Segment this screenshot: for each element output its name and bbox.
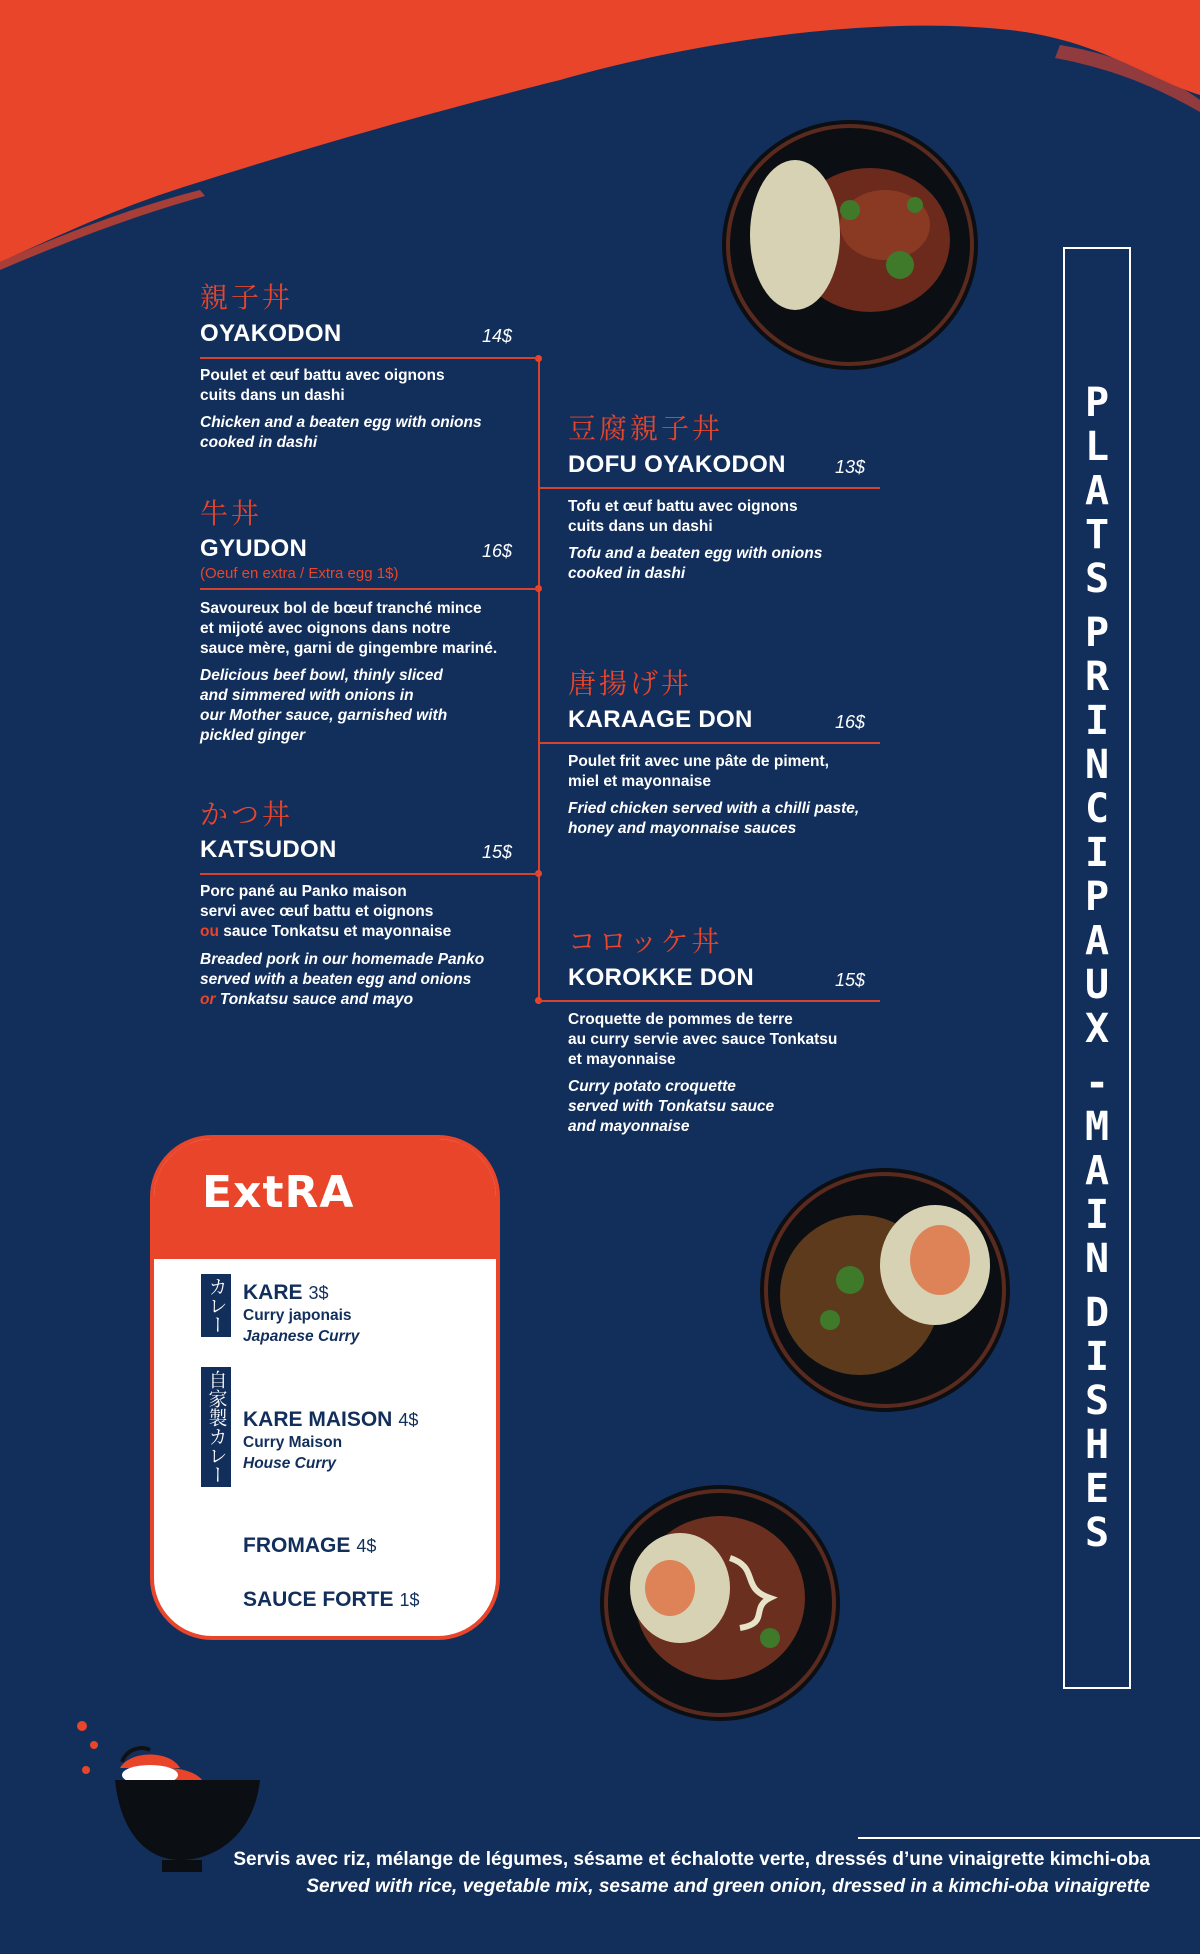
extra-jp-tag: 自家製カレー — [201, 1367, 231, 1487]
dish-desc-en: Curry potato croquette served with Tonkatsu sauce and mayonnaise — [568, 1078, 775, 1135]
title-letter: I — [1084, 1192, 1110, 1238]
dish-desc-en: Fried chicken served with a chilli paste, honey and mayonnaise sauces — [568, 800, 860, 837]
title-letter: N — [1084, 742, 1110, 788]
dish-desc-fr: Tofu et œuf battu avec oignons cuits dans un dashi — [568, 498, 798, 535]
title-letter: I — [1084, 698, 1110, 744]
dish-desc-en: Delicious beef bowl, thinly sliced and simmered with onions in our Mother sauce, garnished with pickled ginger — [200, 667, 448, 744]
title-letter: R — [1084, 654, 1110, 700]
title-letter: C — [1084, 786, 1110, 832]
food-bowl-image-2 — [740, 1160, 1040, 1420]
dish-desc-en: Tofu and a beaten egg with onions cooked in dashi — [568, 545, 823, 582]
dish-rule — [200, 357, 538, 359]
dish-desc-en: Chicken and a beaten egg with onions cooked in dashi — [200, 414, 482, 451]
title-letter: I — [1084, 1334, 1110, 1380]
dish-name: KATSUDON — [200, 836, 337, 863]
dish-name: KOROKKE DON — [568, 964, 754, 991]
dish-desc-fr: Poulet frit avec une pâte de piment, miel et mayonnaise — [568, 753, 829, 790]
title-letter: L — [1084, 424, 1110, 470]
dish-price: 16$ — [482, 541, 513, 561]
footer-text-fr: Servis avec riz, mélange de légumes, sésame et échalotte verte, dressés d’une vinaigrette kimchi-oba — [233, 1849, 1150, 1870]
dish-name: GYUDON — [200, 535, 308, 562]
title-letter: U — [1084, 962, 1110, 1008]
dish-rule — [200, 588, 538, 590]
dish-name: OYAKODON — [200, 320, 342, 347]
dish-jp-name: コロッケ丼 — [568, 925, 723, 958]
rice-bowl-icon — [70, 1710, 270, 1910]
title-letter: A — [1084, 1148, 1110, 1194]
dish-rule — [538, 1000, 880, 1002]
title-letter: S — [1084, 1378, 1110, 1424]
title-letter: A — [1084, 918, 1110, 964]
title-letter: H — [1084, 1422, 1110, 1468]
connector-line — [538, 358, 540, 1002]
extra-item-name: FROMAGE 4$ — [243, 1534, 377, 1557]
dish-desc-fr: Croquette de pommes de terre au curry servie avec sauce Tonkatsu et mayonnaise — [568, 1011, 838, 1068]
dish-name: KARAAGE DON — [568, 706, 753, 733]
dish-price: 16$ — [835, 712, 866, 732]
dish-rule — [538, 742, 880, 744]
extra-card — [150, 1135, 500, 1640]
title-letter: S — [1084, 1510, 1110, 1556]
title-letter: D — [1084, 1290, 1110, 1336]
extra-item-fr: Curry Maison — [243, 1434, 343, 1451]
extra-item-name: SAUCE FORTE 1$ — [243, 1588, 420, 1611]
title-letter: P — [1084, 610, 1110, 656]
dish-name: DOFU OYAKODON — [568, 451, 786, 478]
dish-price: 15$ — [835, 970, 866, 990]
title-letter: X — [1084, 1006, 1110, 1052]
dish-desc-en: Breaded pork in our homemade Panko served with a beaten egg and onions or Tonkatsu sauce and mayo — [200, 951, 485, 1008]
title-letter: E — [1084, 1466, 1110, 1512]
title-letter: - — [1084, 1060, 1110, 1106]
dish-desc-fr: Savoureux bol de bœuf tranché mince et mijoté avec oignons dans notre sauce mère, garni de gingembre mariné. — [200, 600, 498, 657]
extra-title: ExtRA — [154, 1139, 496, 1259]
dish-desc-fr: Porc pané au Panko maison servi avec œuf battu et oignons ou sauce Tonkatsu et mayonnaise — [200, 883, 452, 940]
dish-rule — [200, 873, 538, 875]
title-letter: T — [1084, 512, 1110, 558]
extra-item-en: House Curry — [243, 1455, 337, 1472]
dish-note: (Oeuf en extra / Extra egg 1$) — [200, 565, 399, 582]
dish-price: 15$ — [482, 842, 513, 862]
title-letter: S — [1084, 556, 1110, 602]
title-letter: A — [1084, 468, 1110, 514]
brush-stroke-decoration — [0, 0, 1200, 270]
dish-price: 14$ — [482, 326, 513, 346]
dish-jp-name: 親子丼 — [200, 281, 294, 314]
food-bowl-image-1 — [700, 115, 1000, 375]
footer-text-en: Served with rice, vegetable mix, sesame and green onion, dressed in a kimchi-oba vinaigrette — [306, 1876, 1150, 1897]
extra-item-en: Japanese Curry — [243, 1328, 360, 1345]
section-title-vertical — [1063, 247, 1131, 1689]
extra-item-name: KARE 3$ — [243, 1281, 329, 1304]
title-letter: I — [1084, 830, 1110, 876]
title-letter: P — [1084, 380, 1110, 426]
extra-item-fr: Curry japonais — [243, 1307, 352, 1324]
dish-jp-name: 唐揚げ丼 — [568, 667, 693, 700]
title-letter: M — [1084, 1104, 1110, 1150]
title-letter: N — [1084, 1236, 1110, 1282]
extra-item-name: KARE MAISON 4$ — [243, 1408, 419, 1431]
extra-jp-tag: カレー — [201, 1274, 231, 1337]
food-bowl-image-3 — [570, 1478, 870, 1738]
dish-rule — [538, 487, 880, 489]
dish-jp-name: 豆腐親子丼 — [568, 412, 724, 445]
footer-rule — [858, 1837, 1200, 1839]
title-letter: P — [1084, 874, 1110, 920]
dish-price: 13$ — [835, 457, 866, 477]
dish-desc-fr: Poulet et œuf battu avec oignons cuits dans un dashi — [200, 367, 445, 404]
dish-jp-name: 牛丼 — [200, 497, 263, 530]
dish-jp-name: かつ丼 — [200, 798, 294, 831]
